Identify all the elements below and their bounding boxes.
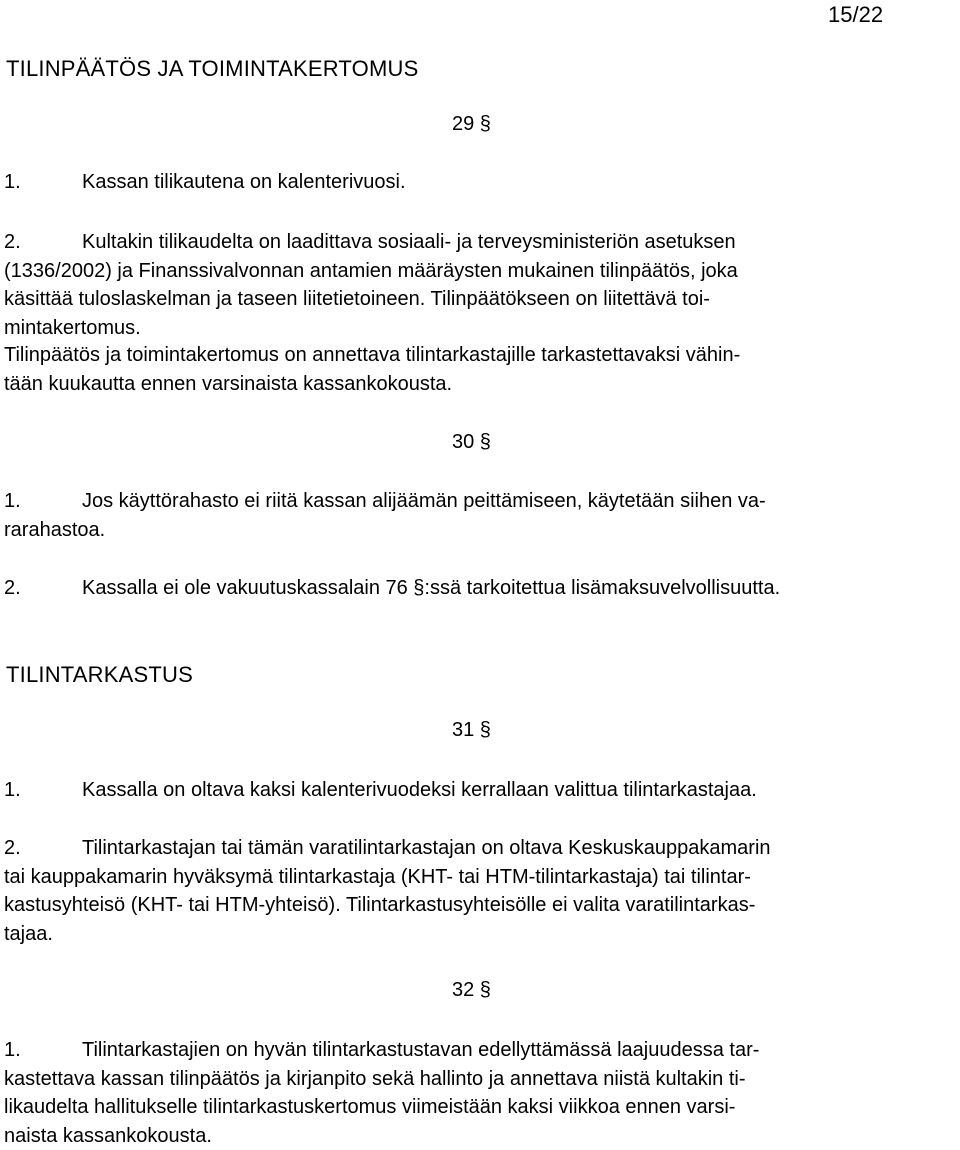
item-number: 2.: [4, 228, 82, 257]
heading-audit: TILINTARKASTUS: [6, 662, 193, 688]
paragraph-text: Jos käyttörahasto ei riitä kassan alijäämän peittämiseen, käytetään siihen va-: [82, 490, 766, 512]
section-29-number: 29 §: [452, 113, 491, 136]
paragraph-text: Kultakin tilikaudelta on laadittava sosiaali- ja terveysministeriön asetuksen: [82, 231, 736, 253]
paragraph-32-1: [4, 1036, 954, 1150]
paragraph-30-1: [4, 487, 954, 544]
paragraph-30-2: [4, 574, 954, 603]
paragraph-29-1: [4, 168, 954, 197]
section-32-number: 32 §: [452, 979, 491, 1002]
paragraph-text: rarahastoa.: [4, 516, 954, 545]
heading-financial-statements: TILINPÄÄTÖS JA TOIMINTAKERTOMUS: [6, 56, 418, 82]
section-31-number: 31 §: [452, 719, 491, 742]
paragraph-31-2: [4, 834, 954, 948]
item-number: 1.: [4, 168, 82, 197]
paragraph-text: kastusyhteisö (KHT- tai HTM-yhteisö). Tilintarkastusyhteisölle ei valita varatilintarkas-: [4, 891, 954, 920]
item-number: 2.: [4, 574, 82, 603]
paragraph-text: Kassalla ei ole vakuutuskassalain 76 §:ssä tarkoitettua lisämaksuvelvollisuutta.: [82, 577, 780, 599]
item-number: 1.: [4, 487, 82, 516]
section-30-number: 30 §: [452, 431, 491, 454]
paragraph-text: Tilintarkastajan tai tämän varatilintarkastajan on oltava Keskuskauppakamarin: [82, 837, 771, 859]
item-number: 1.: [4, 776, 82, 805]
paragraph-text: naista kassankokousta.: [4, 1122, 954, 1150]
paragraph-text: mintakertomus.: [4, 314, 954, 343]
paragraph-text: likaudelta hallitukselle tilintarkastuskertomus viimeistään kaksi viikkoa ennen varsi-: [4, 1093, 954, 1122]
paragraph-text: (1336/2002) ja Finanssivalvonnan antamien määräysten mukainen tilinpäätös, joka: [4, 257, 954, 286]
paragraph-text: Tilinpäätös ja toimintakertomus on annettava tilintarkastajille tarkastettavaksi vähin-: [4, 341, 954, 370]
paragraph-text: Tilintarkastajien on hyvän tilintarkastustavan edellyttämässä laajuudessa tar-: [82, 1039, 759, 1061]
paragraph-text: tajaa.: [4, 920, 954, 949]
paragraph-29-3: [4, 341, 954, 398]
item-number: 2.: [4, 834, 82, 863]
paragraph-text: kastettava kassan tilinpäätös ja kirjanpito sekä hallinto ja annettava niistä kultakin ti-: [4, 1065, 954, 1094]
item-number: 1.: [4, 1036, 82, 1065]
paragraph-text: Kassan tilikautena on kalenterivuosi.: [82, 171, 406, 193]
paragraph-text: tai kauppakamarin hyväksymä tilintarkastaja (KHT- tai HTM-tilintarkastaja) tai tilintar-: [4, 863, 954, 892]
paragraph-text: käsittää tuloslaskelman ja taseen liitetietoineen. Tilinpäätökseen on liitettävä toi-: [4, 285, 954, 314]
paragraph-31-1: [4, 776, 954, 805]
paragraph-text: tään kuukautta ennen varsinaista kassankokousta.: [4, 370, 954, 399]
paragraph-text: Kassalla on oltava kaksi kalenterivuodeksi kerrallaan valittua tilintarkastajaa.: [82, 779, 757, 801]
paragraph-29-2: [4, 228, 954, 342]
page-number: 15/22: [828, 2, 883, 28]
